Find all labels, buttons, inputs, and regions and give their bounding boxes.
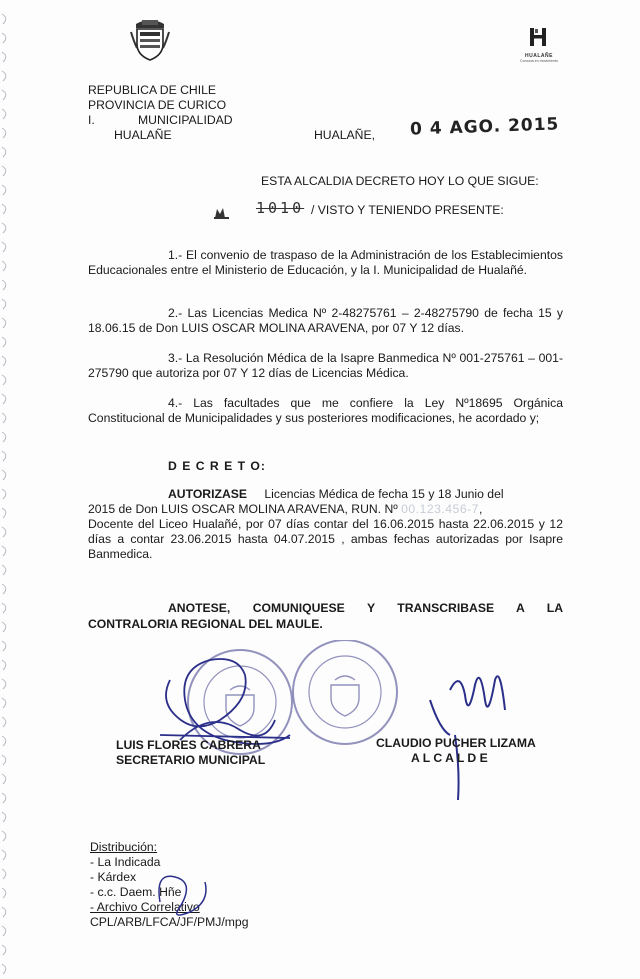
binder-hole: [2, 318, 6, 328]
binder-hole: [2, 223, 6, 233]
municipal-coat-of-arms-logo: [128, 18, 172, 62]
decreto-heading: D E C R E T O:: [168, 459, 266, 473]
binder-hole: [2, 888, 6, 898]
binder-hole: [2, 831, 6, 841]
distribucion-item: - c.c. Daem. Hñe: [90, 885, 182, 899]
binder-hole: [2, 698, 6, 708]
binder-hole: [2, 337, 6, 347]
binder-hole: [2, 109, 6, 119]
place-label: HUALAÑE,: [314, 128, 375, 142]
binder-hole: [2, 14, 6, 24]
binder-hole: [2, 945, 6, 955]
left-signatory-name: LUIS FLORES CABRERA: [116, 738, 261, 752]
right-signatory-title: A L C A L D E: [411, 751, 488, 765]
binder-hole: [2, 546, 6, 556]
binder-hole: [2, 90, 6, 100]
binder-hole: [2, 850, 6, 860]
binder-hole: [2, 641, 6, 651]
considerando-4: 4.- Las facultades que me confiere la Ley Nº18695 Orgánica Constitucional de Municipalidades y sus posteriores modificaciones, he acordado y;: [88, 396, 563, 425]
closing-line-2: CONTRALORIA REGIONAL DEL MAULE.: [88, 617, 323, 631]
date-stamp: 0 4 AGO. 2015: [409, 114, 560, 140]
header-muni-word: MUNICIPALIDAD: [138, 113, 233, 127]
binder-hole: [2, 584, 6, 594]
header-province: PROVINCIA DE CURICO: [88, 98, 227, 112]
binder-hole: [2, 622, 6, 632]
hualane-logo: [519, 26, 559, 63]
binder-hole: [2, 147, 6, 157]
binder-hole: [2, 394, 6, 404]
binder-hole: [2, 451, 6, 461]
binder-hole: [2, 413, 6, 423]
initials-scribble: [150, 862, 220, 922]
binder-hole: [2, 793, 6, 803]
distribucion-initials: CPL/ARB/LFCA/JF/PMJ/mpg: [90, 915, 249, 929]
closing-line-1: ANOTESE, COMUNIQUESE Y TRANSCRIBASE A LA: [168, 601, 563, 615]
binder-hole: [2, 565, 6, 575]
decreto-line-2: [88, 502, 563, 517]
run-number-redacted: 00.123.456-7: [401, 502, 479, 516]
binder-hole: [2, 736, 6, 746]
binder-holes: [0, 0, 14, 979]
signatures-and-stamps: [150, 640, 570, 805]
distribucion-item: - La Indicada: [90, 855, 161, 869]
binder-hole: [2, 128, 6, 138]
binder-hole: [2, 432, 6, 442]
decreto-body: Docente del Liceo Hualañé, por 07 días contar del 16.06.2015 hasta 22.06.2015 y 12 días a contar 23.06.2015 hasta 04.07.2015 , ambas fechas autorizadas por Isapre Banmedica.: [88, 517, 563, 561]
alcaldia-heading: ESTA ALCALDIA DECRETO HOY LO QUE SIGUE:: [261, 174, 539, 188]
hualane-h-icon: [528, 26, 550, 48]
distribucion-item: - Kárdex: [90, 870, 137, 884]
binder-hole: [2, 299, 6, 309]
binder-hole: [2, 603, 6, 613]
considerando-3: 3.- La Resolución Médica de la Isapre Banmedica Nº 001-275761 – 001-275790 que autoriza por 07 Y 12 días de Licencias Médica.: [88, 351, 563, 380]
right-signatory-name: CLAUDIO PUCHER LIZAMA: [376, 736, 536, 750]
binder-hole: [2, 261, 6, 271]
left-signatory-title: SECRETARIO MUNICIPAL: [116, 753, 266, 767]
logo-name: HUALAÑE: [525, 53, 553, 59]
header-muni-prefix: I.: [88, 113, 95, 127]
binder-hole: [2, 52, 6, 62]
binder-hole: [2, 926, 6, 936]
header-country: REPUBLICA DE CHILE: [88, 83, 217, 97]
decree-number: 1010: [256, 199, 305, 217]
binder-hole: [2, 71, 6, 81]
binder-hole: [2, 717, 6, 727]
distribucion-item: - Archivo Correlativo: [90, 900, 200, 914]
decreto-keyword: AUTORIZASE: [168, 487, 247, 501]
binder-hole: [2, 356, 6, 366]
decreto-line-1: [168, 487, 563, 502]
binder-hole: [2, 774, 6, 784]
binder-hole: [2, 508, 6, 518]
municipal-seal-right: [293, 640, 397, 744]
binder-hole: [2, 375, 6, 385]
distribucion-title: Distribución:: [90, 840, 158, 854]
logo-tagline: Comuna en movimiento: [520, 59, 558, 63]
binder-hole: [2, 185, 6, 195]
binder-hole: [2, 280, 6, 290]
binder-hole: [2, 166, 6, 176]
binder-hole: [2, 242, 6, 252]
considerando-1: 1.- El convenio de traspaso de la Administración de los Establecimientos Educacionales entre el Ministerio de Educación, y la I. Municipalidad de Hualañé.: [88, 248, 563, 277]
binder-hole: [2, 679, 6, 689]
decreto-line-2-post: ,: [478, 502, 483, 516]
visto-heading: / VISTO Y TENIENDO PRESENTE:: [311, 203, 504, 217]
decree-stamp-mark: [213, 206, 231, 220]
considerando-2: 2.- Las Licencias Medica Nº 2-48275761 – 2-48275790 de fecha 15 y 18.06.15 de Don LUIS OSCAR MOLINA ARAVENA, por 07 Y 12 días.: [88, 306, 563, 335]
binder-hole: [2, 660, 6, 670]
header-muni-city: HUALAÑE: [114, 128, 172, 142]
decreto-line-1-rest: Licencias Médica de fecha 15 y 18 Junio del: [264, 487, 504, 501]
decreto-line-2-pre: 2015 de Don LUIS OSCAR MOLINA ARAVENA, RUN. Nº: [88, 502, 398, 516]
signature-left: [160, 659, 290, 744]
binder-hole: [2, 489, 6, 499]
binder-hole: [2, 907, 6, 917]
binder-hole: [2, 812, 6, 822]
binder-hole: [2, 755, 6, 765]
binder-hole: [2, 964, 6, 974]
binder-hole: [2, 204, 6, 214]
binder-hole: [2, 33, 6, 43]
binder-hole: [2, 527, 6, 537]
binder-hole: [2, 470, 6, 480]
binder-hole: [2, 869, 6, 879]
